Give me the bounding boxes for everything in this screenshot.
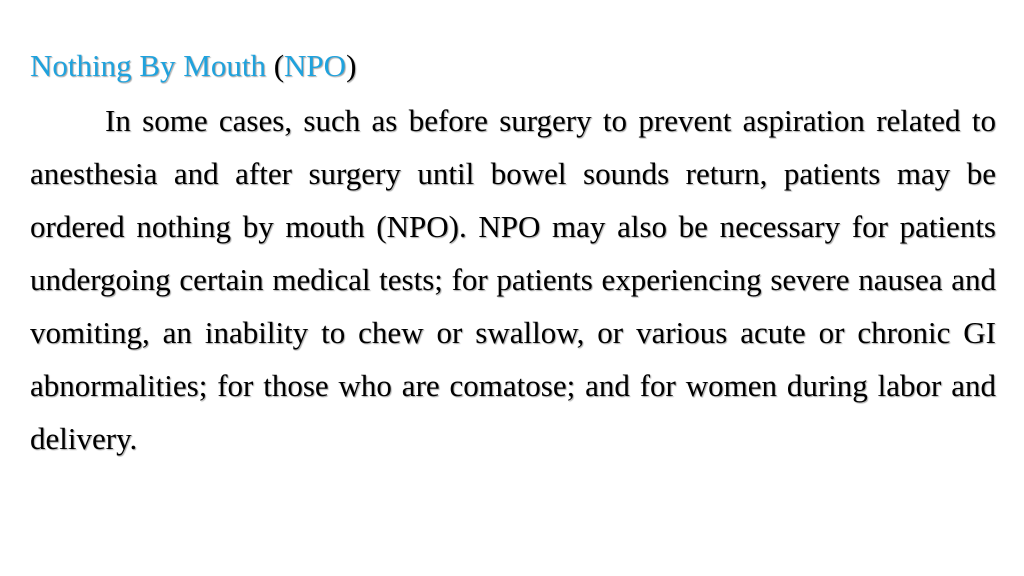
slide-heading xyxy=(30,48,356,84)
heading-open-paren: ( xyxy=(265,48,285,83)
heading-abbreviation: NPO xyxy=(284,48,347,83)
heading-title: Nothing By Mouth xyxy=(30,48,266,83)
heading-close-paren: ) xyxy=(346,48,357,83)
body-paragraph: In some cases, such as before surgery to prevent aspiration related to anesthesia and after surgery until bowel sounds return, patients may be ordered nothing by mouth (NPO). NPO may also be necessary for patients undergoing certain medical tests; for patients experiencing severe nausea and vomiting, an inability to chew or swallow, or various acute or chronic GI abnormalities; for those who are comatose; and for women during labor and delivery. xyxy=(30,103,996,456)
